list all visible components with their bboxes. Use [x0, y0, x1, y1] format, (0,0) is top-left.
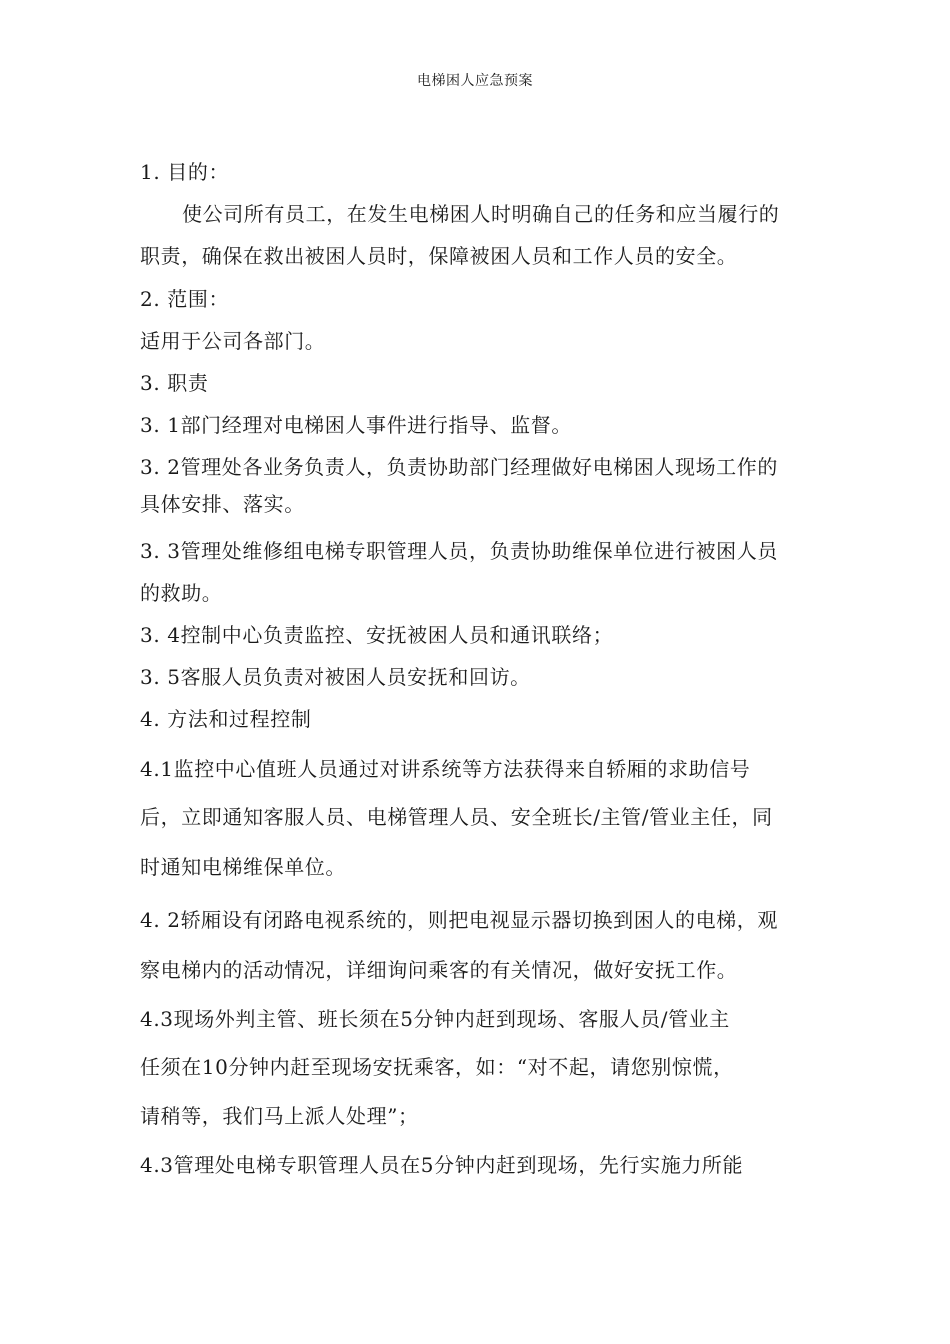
- paragraph-line: 3. 2管理处各业务负责人，负责协助部门经理做好电梯困人现场工作的: [140, 455, 778, 479]
- heading-duties: 3. 职责: [140, 371, 209, 395]
- heading-purpose: 1. 目的：: [140, 160, 230, 184]
- paragraph-line: 4. 2轿厢设有闭路电视系统的，则把电视显示器切换到困人的电梯，观: [140, 908, 778, 932]
- paragraph-line: 3. 3管理处维修组电梯专职管理人员，负责协助维保单位进行被困人员: [140, 539, 778, 563]
- paragraph-line: 察电梯内的活动情况，详细询问乘客的有关情况，做好安抚工作。: [140, 958, 738, 982]
- heading-scope: 2. 范围：: [140, 287, 230, 311]
- paragraph-line: 时通知电梯维保单位。: [140, 855, 346, 879]
- paragraph-line: 4.3管理处电梯专职管理人员在5分钟内赶到现场，先行实施力所能: [140, 1153, 744, 1177]
- paragraph-line: 具体安排、落实。: [140, 492, 305, 516]
- paragraph-line: 任须在10分钟内赶至现场安抚乘客，如：“对不起，请您别惊慌，: [140, 1055, 734, 1079]
- paragraph-line: 3. 4控制中心负责监控、安抚被困人员和通讯联络；: [140, 623, 614, 647]
- paragraph-line: 后，立即通知客服人员、电梯管理人员、安全班长/主管/管业主任，同: [140, 805, 773, 829]
- paragraph-line: 请稍等，我们马上派人处理”；: [140, 1104, 419, 1128]
- paragraph-line: 的救助。: [140, 581, 223, 605]
- paragraph-line: 适用于公司各部门。: [140, 329, 326, 353]
- paragraph-line: 职责，确保在救出被困人员时，保障被困人员和工作人员的安全。: [140, 244, 738, 268]
- heading-methods: 4. 方法和过程控制: [140, 707, 312, 731]
- paragraph-line: 使公司所有员工，在发生电梯困人时明确自己的任务和应当履行的: [182, 202, 780, 226]
- paragraph-line: 4.1监控中心值班人员通过对讲系统等方法获得来自轿厢的求助信号: [140, 757, 751, 781]
- paragraph-line: 3. 5客服人员负责对被困人员安抚和回访。: [140, 665, 531, 689]
- paragraph-line: 4.3现场外判主管、班长须在5分钟内赶到现场、客服人员/管业主: [140, 1007, 730, 1031]
- page-header: 电梯困人应急预案: [417, 73, 533, 89]
- paragraph-line: 3. 1部门经理对电梯困人事件进行指导、监督。: [140, 413, 572, 437]
